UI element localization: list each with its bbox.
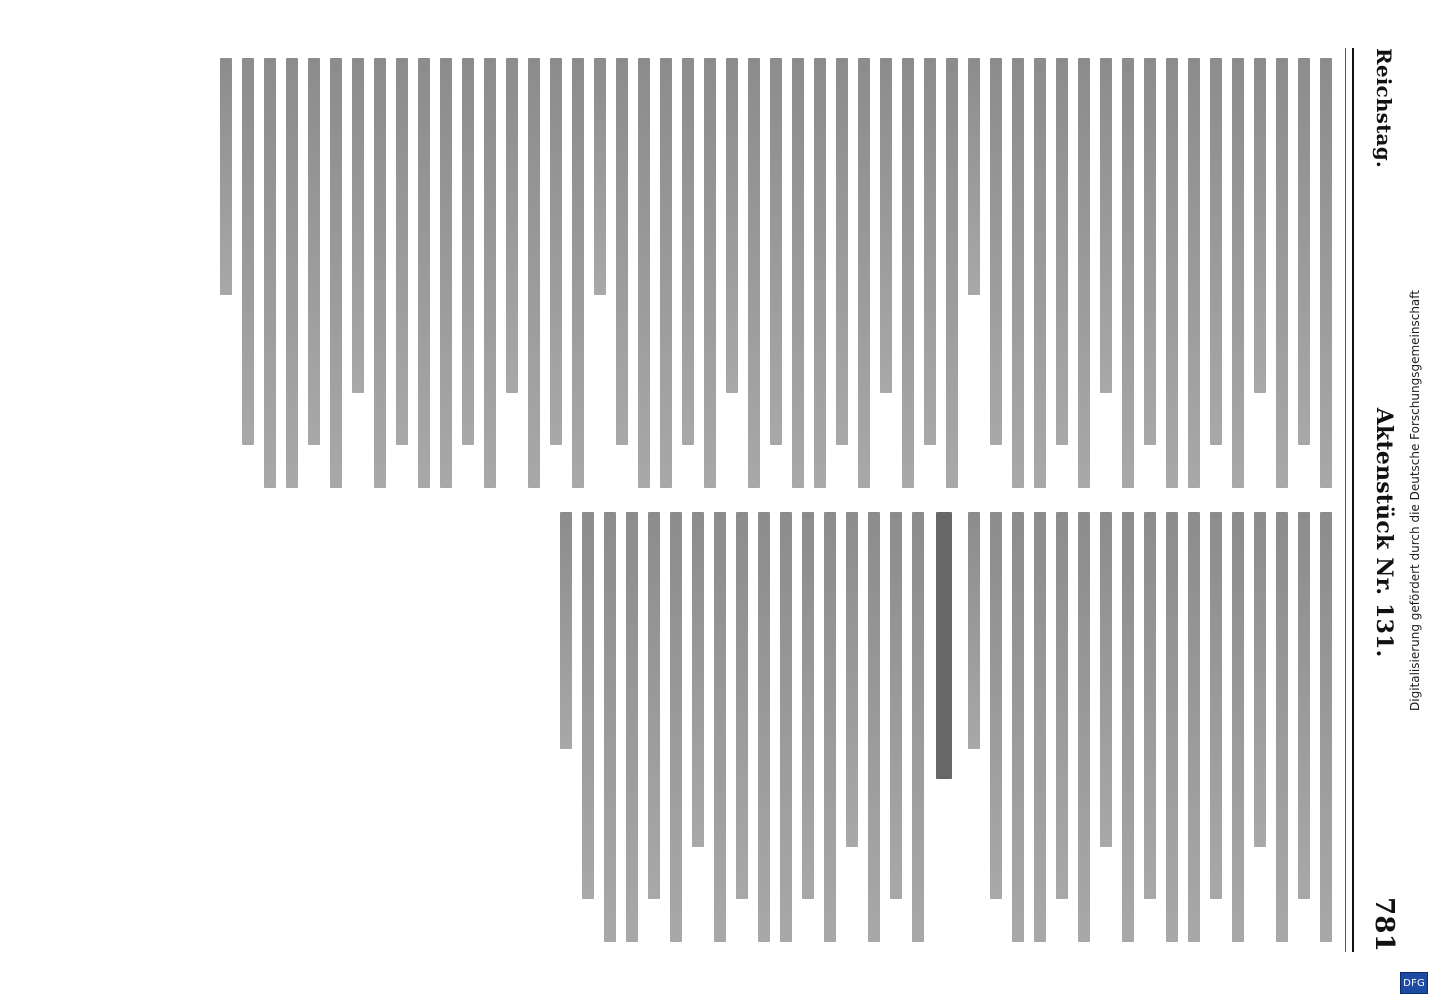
text-line — [824, 512, 836, 942]
text-line — [1276, 512, 1288, 942]
text-line — [1078, 58, 1090, 488]
text-line — [506, 58, 518, 393]
text-line — [1166, 58, 1178, 488]
text-line — [1254, 58, 1266, 393]
text-line — [714, 512, 726, 942]
text-line — [594, 58, 606, 295]
text-line — [1122, 512, 1134, 942]
text-line — [604, 512, 616, 942]
right-column — [52, 512, 1332, 942]
dfg-badge: DFG — [1400, 972, 1428, 994]
text-line — [748, 58, 760, 488]
text-line — [1122, 58, 1134, 488]
text-line — [1144, 58, 1156, 445]
text-line — [868, 512, 880, 942]
text-line — [770, 58, 782, 445]
text-line — [1056, 512, 1068, 899]
text-line — [858, 58, 870, 488]
text-line — [682, 58, 694, 445]
text-line — [704, 58, 716, 488]
text-line — [220, 58, 232, 295]
text-line — [946, 58, 958, 488]
text-line — [1210, 58, 1222, 445]
footer-credit: Digitalisierung gefördert durch die Deutsche Forschungsgemeinschaft — [1408, 289, 1422, 711]
text-line — [330, 58, 342, 488]
text-line — [1298, 512, 1310, 899]
text-line — [1210, 512, 1222, 899]
text-line — [1188, 512, 1200, 942]
text-line — [1100, 58, 1112, 393]
text-line — [846, 512, 858, 847]
text-line — [1298, 58, 1310, 445]
text-line — [912, 512, 924, 942]
text-line — [616, 58, 628, 445]
text-line — [1166, 512, 1178, 942]
text-line — [462, 58, 474, 445]
text-line — [758, 512, 770, 942]
text-line — [1078, 512, 1090, 942]
text-line — [968, 58, 980, 295]
text-line — [638, 58, 650, 488]
text-line — [264, 58, 276, 488]
text-line — [990, 512, 1002, 899]
text-line — [308, 58, 320, 445]
text-line — [780, 512, 792, 942]
left-column — [52, 58, 1332, 488]
header-center: Aktenstück Nr. 131. — [1371, 407, 1397, 658]
text-line — [736, 512, 748, 899]
text-line — [1034, 512, 1046, 942]
text-line — [692, 512, 704, 847]
text-line — [1320, 512, 1332, 942]
text-line — [560, 512, 572, 749]
text-line — [1012, 512, 1024, 942]
text-line — [660, 58, 672, 488]
text-line — [1232, 512, 1244, 942]
text-line — [1320, 58, 1332, 488]
text-line — [242, 58, 254, 445]
header-rule — [1345, 48, 1346, 952]
text-line — [1144, 512, 1156, 899]
text-line — [726, 58, 738, 393]
text-line — [352, 58, 364, 393]
text-line — [990, 58, 1002, 445]
text-line — [440, 58, 452, 488]
header-left: Reichstag. — [1372, 48, 1396, 169]
text-line — [890, 512, 902, 899]
text-line — [626, 512, 638, 942]
page-number: 781 — [1369, 897, 1399, 952]
text-line — [550, 58, 562, 445]
text-line — [924, 58, 936, 445]
text-line — [792, 58, 804, 488]
text-line — [484, 58, 496, 488]
text-line — [396, 58, 408, 445]
text-line — [880, 58, 892, 393]
text-line — [582, 512, 594, 899]
text-line — [802, 512, 814, 899]
text-line — [1034, 58, 1046, 488]
text-line — [1254, 512, 1266, 847]
text-line — [572, 58, 584, 488]
text-line — [1276, 58, 1288, 488]
text-line — [374, 58, 386, 488]
text-line — [1056, 58, 1068, 445]
text-line — [1188, 58, 1200, 488]
text-line — [836, 58, 848, 445]
text-line — [286, 58, 298, 488]
section-title — [936, 512, 952, 779]
text-line — [528, 58, 540, 488]
text-line — [814, 58, 826, 488]
text-line — [1232, 58, 1244, 488]
text-line — [648, 512, 660, 899]
text-line — [670, 512, 682, 942]
text-line — [418, 58, 430, 488]
text-line — [1012, 58, 1024, 488]
text-line — [902, 58, 914, 488]
text-line — [968, 512, 980, 749]
text-line — [1100, 512, 1112, 847]
